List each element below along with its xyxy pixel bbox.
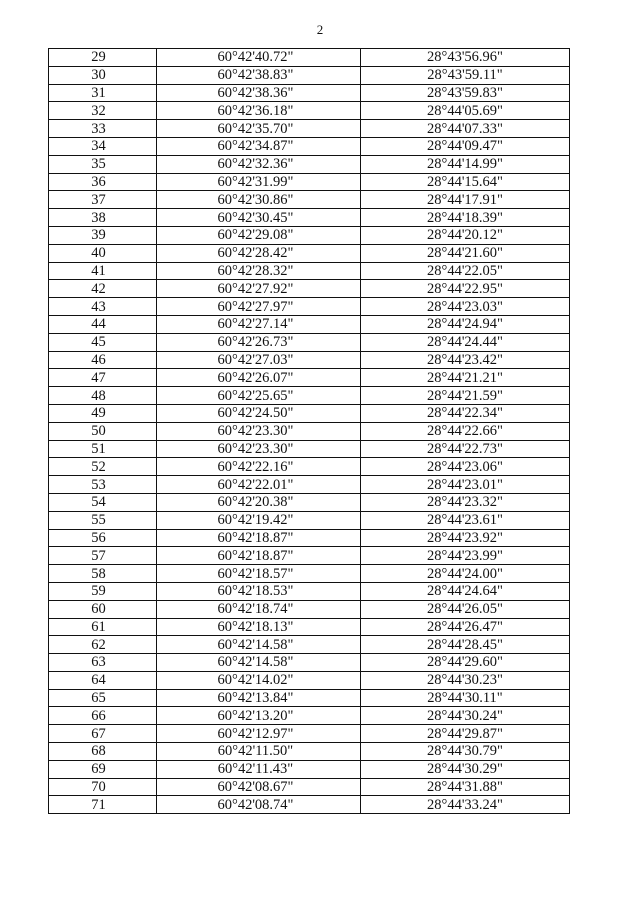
table-row [49, 725, 570, 743]
longitude-cell: 28°44'20.12" [361, 226, 570, 244]
latitude-cell: 60°42'18.53" [157, 582, 361, 600]
longitude-cell: 28°44'23.61" [361, 511, 570, 529]
point-number-cell: 71 [49, 796, 157, 814]
latitude-cell: 60°42'30.86" [157, 191, 361, 209]
latitude-cell: 60°42'13.84" [157, 689, 361, 707]
point-number-cell: 59 [49, 582, 157, 600]
table-row [49, 636, 570, 654]
longitude-cell: 28°44'24.00" [361, 565, 570, 583]
latitude-cell: 60°42'14.58" [157, 654, 361, 672]
latitude-cell: 60°42'32.36" [157, 155, 361, 173]
table-row [49, 565, 570, 583]
point-number-cell: 57 [49, 547, 157, 565]
point-number-cell: 68 [49, 743, 157, 761]
latitude-cell: 60°42'27.03" [157, 351, 361, 369]
table-row [49, 707, 570, 725]
point-number-cell: 34 [49, 137, 157, 155]
longitude-cell: 28°44'24.94" [361, 315, 570, 333]
longitude-cell: 28°44'26.05" [361, 600, 570, 618]
table-row [49, 511, 570, 529]
table-row [49, 191, 570, 209]
latitude-cell: 60°42'14.02" [157, 671, 361, 689]
table-row [49, 529, 570, 547]
table-row [49, 440, 570, 458]
longitude-cell: 28°44'30.79" [361, 743, 570, 761]
longitude-cell: 28°44'29.87" [361, 725, 570, 743]
point-number-cell: 47 [49, 369, 157, 387]
point-number-cell: 30 [49, 66, 157, 84]
table-row [49, 244, 570, 262]
table-row [49, 369, 570, 387]
table-row [49, 262, 570, 280]
latitude-cell: 60°42'30.45" [157, 209, 361, 227]
longitude-cell: 28°44'23.32" [361, 493, 570, 511]
longitude-cell: 28°44'23.03" [361, 298, 570, 316]
latitude-cell: 60°42'40.72" [157, 49, 361, 67]
latitude-cell: 60°42'24.50" [157, 404, 361, 422]
latitude-cell: 60°42'14.58" [157, 636, 361, 654]
table-row [49, 458, 570, 476]
latitude-cell: 60°42'28.42" [157, 244, 361, 262]
point-number-cell: 40 [49, 244, 157, 262]
table-row [49, 66, 570, 84]
table-row [49, 404, 570, 422]
longitude-cell: 28°44'23.01" [361, 476, 570, 494]
latitude-cell: 60°42'18.57" [157, 565, 361, 583]
longitude-cell: 28°43'59.11" [361, 66, 570, 84]
table-row [49, 226, 570, 244]
table-row [49, 280, 570, 298]
longitude-cell: 28°44'22.34" [361, 404, 570, 422]
point-number-cell: 44 [49, 315, 157, 333]
table-row [49, 671, 570, 689]
table-row [49, 387, 570, 405]
longitude-cell: 28°44'24.64" [361, 582, 570, 600]
point-number-cell: 38 [49, 209, 157, 227]
point-number-cell: 67 [49, 725, 157, 743]
latitude-cell: 60°42'22.01" [157, 476, 361, 494]
point-number-cell: 29 [49, 49, 157, 67]
table-row [49, 493, 570, 511]
table-row [49, 333, 570, 351]
table-row [49, 547, 570, 565]
table-row [49, 102, 570, 120]
table-row [49, 689, 570, 707]
page-number: 2 [316, 22, 324, 37]
point-number-cell: 69 [49, 760, 157, 778]
latitude-cell: 60°42'25.65" [157, 387, 361, 405]
point-number-cell: 32 [49, 102, 157, 120]
table-row [49, 351, 570, 369]
point-number-cell: 58 [49, 565, 157, 583]
table-row [49, 582, 570, 600]
point-number-cell: 70 [49, 778, 157, 796]
longitude-cell: 28°44'14.99" [361, 155, 570, 173]
longitude-cell: 28°43'59.83" [361, 84, 570, 102]
point-number-cell: 56 [49, 529, 157, 547]
table-row [49, 760, 570, 778]
longitude-cell: 28°44'30.29" [361, 760, 570, 778]
latitude-cell: 60°42'18.87" [157, 547, 361, 565]
table-row [49, 209, 570, 227]
point-number-cell: 39 [49, 226, 157, 244]
longitude-cell: 28°44'23.99" [361, 547, 570, 565]
latitude-cell: 60°42'36.18" [157, 102, 361, 120]
longitude-cell: 28°44'22.05" [361, 262, 570, 280]
table-row [49, 49, 570, 67]
table-row [49, 84, 570, 102]
longitude-cell: 28°44'30.23" [361, 671, 570, 689]
latitude-cell: 60°42'18.87" [157, 529, 361, 547]
point-number-cell: 52 [49, 458, 157, 476]
latitude-cell: 60°42'18.74" [157, 600, 361, 618]
longitude-cell: 28°44'24.44" [361, 333, 570, 351]
longitude-cell: 28°44'23.06" [361, 458, 570, 476]
point-number-cell: 35 [49, 155, 157, 173]
longitude-cell: 28°44'30.11" [361, 689, 570, 707]
point-number-cell: 43 [49, 298, 157, 316]
latitude-cell: 60°42'27.92" [157, 280, 361, 298]
latitude-cell: 60°42'28.32" [157, 262, 361, 280]
latitude-cell: 60°42'11.43" [157, 760, 361, 778]
point-number-cell: 41 [49, 262, 157, 280]
coordinates-table-body [49, 49, 570, 814]
latitude-cell: 60°42'12.97" [157, 725, 361, 743]
longitude-cell: 28°44'21.60" [361, 244, 570, 262]
longitude-cell: 28°43'56.96" [361, 49, 570, 67]
longitude-cell: 28°44'05.69" [361, 102, 570, 120]
point-number-cell: 31 [49, 84, 157, 102]
table-row [49, 778, 570, 796]
point-number-cell: 50 [49, 422, 157, 440]
table-row [49, 173, 570, 191]
table-row [49, 120, 570, 138]
table-row [49, 796, 570, 814]
latitude-cell: 60°42'31.99" [157, 173, 361, 191]
point-number-cell: 61 [49, 618, 157, 636]
latitude-cell: 60°42'27.97" [157, 298, 361, 316]
longitude-cell: 28°44'30.24" [361, 707, 570, 725]
longitude-cell: 28°44'22.73" [361, 440, 570, 458]
latitude-cell: 60°42'11.50" [157, 743, 361, 761]
table-row [49, 476, 570, 494]
longitude-cell: 28°44'15.64" [361, 173, 570, 191]
table-row [49, 422, 570, 440]
longitude-cell: 28°44'23.42" [361, 351, 570, 369]
longitude-cell: 28°44'22.66" [361, 422, 570, 440]
point-number-cell: 55 [49, 511, 157, 529]
point-number-cell: 51 [49, 440, 157, 458]
longitude-cell: 28°44'17.91" [361, 191, 570, 209]
longitude-cell: 28°44'21.21" [361, 369, 570, 387]
latitude-cell: 60°42'38.83" [157, 66, 361, 84]
latitude-cell: 60°42'22.16" [157, 458, 361, 476]
latitude-cell: 60°42'26.73" [157, 333, 361, 351]
latitude-cell: 60°42'29.08" [157, 226, 361, 244]
latitude-cell: 60°42'38.36" [157, 84, 361, 102]
longitude-cell: 28°44'29.60" [361, 654, 570, 672]
point-number-cell: 63 [49, 654, 157, 672]
latitude-cell: 60°42'34.87" [157, 137, 361, 155]
longitude-cell: 28°44'09.47" [361, 137, 570, 155]
longitude-cell: 28°44'22.95" [361, 280, 570, 298]
latitude-cell: 60°42'13.20" [157, 707, 361, 725]
point-number-cell: 48 [49, 387, 157, 405]
latitude-cell: 60°42'26.07" [157, 369, 361, 387]
table-row [49, 743, 570, 761]
latitude-cell: 60°42'20.38" [157, 493, 361, 511]
latitude-cell: 60°42'18.13" [157, 618, 361, 636]
table-row [49, 654, 570, 672]
point-number-cell: 64 [49, 671, 157, 689]
longitude-cell: 28°44'07.33" [361, 120, 570, 138]
point-number-cell: 53 [49, 476, 157, 494]
point-number-cell: 36 [49, 173, 157, 191]
point-number-cell: 33 [49, 120, 157, 138]
latitude-cell: 60°42'08.67" [157, 778, 361, 796]
point-number-cell: 62 [49, 636, 157, 654]
longitude-cell: 28°44'28.45" [361, 636, 570, 654]
point-number-cell: 54 [49, 493, 157, 511]
point-number-cell: 37 [49, 191, 157, 209]
point-number-cell: 66 [49, 707, 157, 725]
latitude-cell: 60°42'23.30" [157, 440, 361, 458]
point-number-cell: 46 [49, 351, 157, 369]
latitude-cell: 60°42'08.74" [157, 796, 361, 814]
point-number-cell: 45 [49, 333, 157, 351]
longitude-cell: 28°44'21.59" [361, 387, 570, 405]
table-row [49, 618, 570, 636]
coordinates-table [48, 48, 570, 814]
latitude-cell: 60°42'35.70" [157, 120, 361, 138]
table-row [49, 298, 570, 316]
point-number-cell: 65 [49, 689, 157, 707]
point-number-cell: 60 [49, 600, 157, 618]
table-row [49, 315, 570, 333]
longitude-cell: 28°44'31.88" [361, 778, 570, 796]
longitude-cell: 28°44'26.47" [361, 618, 570, 636]
longitude-cell: 28°44'23.92" [361, 529, 570, 547]
table-row [49, 155, 570, 173]
point-number-cell: 49 [49, 404, 157, 422]
point-number-cell: 42 [49, 280, 157, 298]
latitude-cell: 60°42'23.30" [157, 422, 361, 440]
latitude-cell: 60°42'27.14" [157, 315, 361, 333]
longitude-cell: 28°44'33.24" [361, 796, 570, 814]
longitude-cell: 28°44'18.39" [361, 209, 570, 227]
latitude-cell: 60°42'19.42" [157, 511, 361, 529]
table-row [49, 137, 570, 155]
table-row [49, 600, 570, 618]
